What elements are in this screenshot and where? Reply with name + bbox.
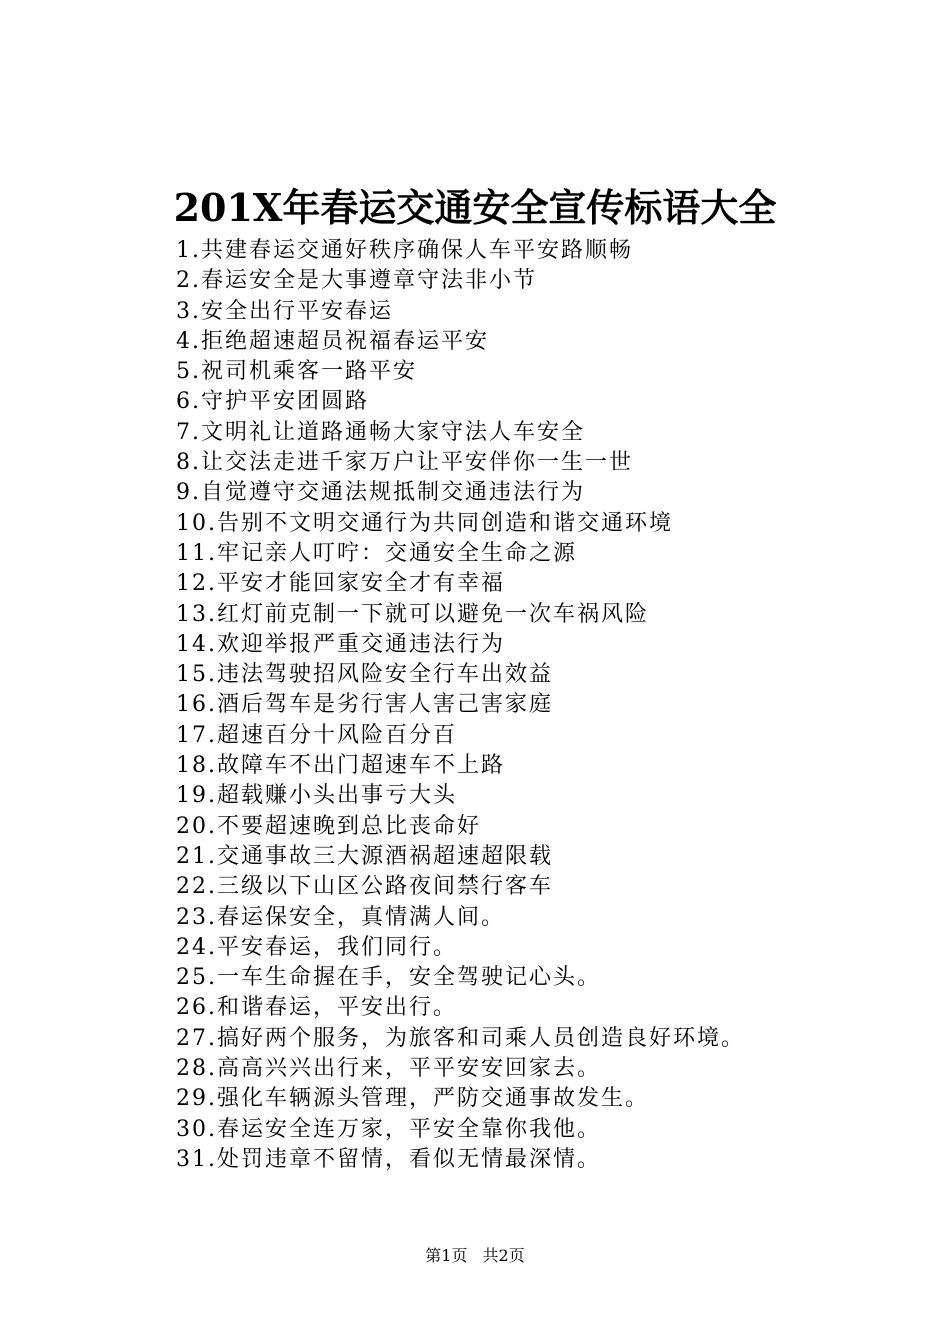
list-item: 5.祝司机乘客一路平安 xyxy=(176,359,417,385)
list-item: 23.春运保安全，真情满人间。 xyxy=(176,904,505,930)
list-item: 9.自觉遵守交通法规抵制交通违法行为 xyxy=(176,480,585,506)
list-item: 20.不要超速晚到总比丧命好 xyxy=(176,813,481,839)
list-item: 19.超载赚小头出事亏大头 xyxy=(176,783,457,809)
list-item: 6.守护平安团圆路 xyxy=(176,389,369,415)
list-item: 16.酒后驾车是劣行害人害己害家庭 xyxy=(176,692,553,718)
list-item: 22.三级以下山区公路夜间禁行客车 xyxy=(176,874,553,900)
list-item: 7.文明礼让道路通畅大家守法人车安全 xyxy=(176,419,585,445)
list-item: 24.平安春运，我们同行。 xyxy=(176,934,457,960)
list-item: 27.搞好两个服务，为旅客和司乘人员创造良好环境。 xyxy=(176,1025,745,1051)
list-item: 21.交通事故三大源酒祸超速超限载 xyxy=(176,843,553,869)
list-item: 26.和谐春运，平安出行。 xyxy=(176,995,457,1021)
list-item: 13.红灯前克制一下就可以避免一次车祸风险 xyxy=(176,601,649,627)
page-footer xyxy=(0,1244,950,1268)
list-item: 10.告别不文明交通行为共同创造和谐交通环境 xyxy=(176,510,673,536)
page-total: 共2页 xyxy=(482,1246,525,1265)
page-number: 第1页 xyxy=(425,1246,468,1265)
list-item: 11.牢记亲人叮咛：交通安全生命之源 xyxy=(176,540,577,566)
list-item: 25.一车生命握在手，安全驾驶记心头。 xyxy=(176,965,601,991)
list-item: 30.春运安全连万家，平安全靠你我他。 xyxy=(176,1116,601,1142)
list-item: 8.让交法走进千家万户让平安伴你一生一世 xyxy=(176,450,633,476)
list-item: 15.违法驾驶招风险安全行车出效益 xyxy=(176,662,553,688)
slogan-list xyxy=(176,236,745,1175)
list-item: 4.拒绝超速超员祝福春运平安 xyxy=(176,328,489,354)
list-item: 12.平安才能回家安全才有幸福 xyxy=(176,571,505,597)
list-item: 28.高高兴兴出行来，平平安安回家去。 xyxy=(176,1056,601,1082)
list-item: 31.处罚违章不留情，看似无情最深情。 xyxy=(176,1146,601,1172)
list-item: 2.春运安全是大事遵章守法非小节 xyxy=(176,268,537,294)
document-title: 201X年春运交通安全宣传标语大全 xyxy=(173,185,777,230)
list-item: 3.安全出行平安春运 xyxy=(176,298,393,324)
list-item: 18.故障车不出门超速车不上路 xyxy=(176,753,505,779)
list-item: 29.强化车辆源头管理，严防交通事故发生。 xyxy=(176,1086,649,1112)
list-item: 17.超速百分十风险百分百 xyxy=(176,722,457,748)
list-item: 1.共建春运交通好秩序确保人车平安路顺畅 xyxy=(176,238,633,263)
list-item: 14.欢迎举报严重交通违法行为 xyxy=(176,631,505,657)
